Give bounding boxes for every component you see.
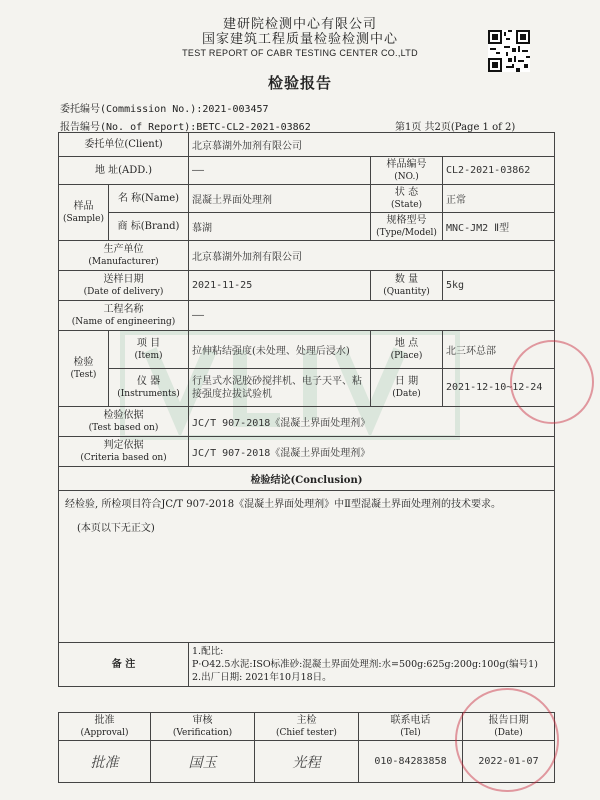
signature-values-row xyxy=(59,741,555,783)
quantity-label xyxy=(371,271,443,301)
conclusion-blank-note: (本页以下无正文) xyxy=(77,523,155,534)
name-value: 混凝土界面处理剂 xyxy=(189,185,371,213)
state-label-cn: 状 态 xyxy=(394,186,419,198)
signature-table xyxy=(58,712,555,783)
verification-signature-text: 国玉 xyxy=(188,754,217,771)
row-criteria xyxy=(59,437,555,467)
signature-labels-row xyxy=(59,713,555,741)
place-label xyxy=(371,331,443,369)
chief-signature-text: 光程 xyxy=(292,754,321,771)
client-label: 委托单位(Client) xyxy=(59,133,189,157)
report-date-value: 2022-01-07 xyxy=(463,741,555,783)
quantity-value: 5kg xyxy=(443,271,555,301)
manufacturer-label-cn: 生产单位 xyxy=(103,243,144,255)
remarks-line2: P·O42.5水泥:ISO标准砂:混凝土界面处理剂:水=500g:625g:200g:100g(编号1) xyxy=(192,659,538,670)
based-label xyxy=(59,407,189,437)
type-label xyxy=(371,213,443,241)
report-date-label-en: (Date) xyxy=(494,727,523,738)
criteria-label-cn: 判定依据 xyxy=(103,439,144,451)
row-manufacturer xyxy=(59,241,555,271)
qr-code-icon xyxy=(488,30,530,72)
engineering-label xyxy=(59,301,189,331)
verification-label xyxy=(151,713,255,741)
center-name: 国家建筑工程质量检验检测中心 xyxy=(201,32,398,47)
address-label: 地 址(ADD.) xyxy=(59,157,189,185)
test-label-cn: 检验 xyxy=(73,356,94,368)
report-number: 报告编号(No. of Report):BETC-CL2-2021-03862 xyxy=(60,122,311,133)
engineering-value: —— xyxy=(189,301,555,331)
address-value: —— xyxy=(189,157,371,185)
delivery-label-en: (Date of delivery) xyxy=(83,286,164,297)
remarks-value xyxy=(189,643,555,687)
tel-value: 010-84283858 xyxy=(359,741,463,783)
place-value: 北三环总部 xyxy=(443,331,555,369)
sample-label-cn: 样品 xyxy=(73,200,94,212)
row-engineering xyxy=(59,301,555,331)
instruments-label-en: (Instruments) xyxy=(117,388,180,399)
verification-signature xyxy=(151,741,255,783)
item-label-cn: 项 目 xyxy=(136,337,161,349)
approval-signature-text: 批准 xyxy=(90,754,119,771)
item-label-en: (Item) xyxy=(134,350,163,361)
row-conclusion-body xyxy=(59,491,555,643)
date-label-cn: 日 期 xyxy=(394,375,419,387)
approval-signature xyxy=(59,741,151,783)
delivery-value: 2021-11-25 xyxy=(189,271,371,301)
item-value: 拉伸粘结强度(未处理、处理后浸水) xyxy=(189,331,371,369)
manufacturer-label xyxy=(59,241,189,271)
date-label xyxy=(371,369,443,407)
verification-label-en: (Verification) xyxy=(172,727,233,738)
row-item xyxy=(59,331,555,369)
based-label-en: (Test based on) xyxy=(88,422,159,433)
row-instruments xyxy=(59,369,555,407)
place-label-cn: 地 点 xyxy=(394,337,419,349)
conclusion-body xyxy=(59,491,555,643)
quantity-label-en: (Quantity) xyxy=(383,286,430,297)
criteria-label xyxy=(59,437,189,467)
instruments-label xyxy=(109,369,189,407)
manufacturer-value: 北京慕湖外加剂有限公司 xyxy=(189,241,555,271)
criteria-label-en: (Criteria based on) xyxy=(80,452,167,463)
test-label xyxy=(59,331,109,407)
approval-label-en: (Approval) xyxy=(80,727,129,738)
sample-no-value: CL2-2021-03862 xyxy=(443,157,555,185)
engineering-label-en: (Name of engineering) xyxy=(71,316,176,327)
brand-label: 商 标(Brand) xyxy=(109,213,189,241)
commission-number: 委托编号(Commission No.):2021-003457 xyxy=(60,104,269,115)
place-label-en: (Place) xyxy=(390,350,423,361)
instruments-value: 行星式水泥胶砂搅拌机、电子天平、粘接强度拉拔试验机 xyxy=(189,369,371,407)
page-number: 第1页 共2页(Page 1 of 2) xyxy=(395,122,516,133)
row-client xyxy=(59,133,555,157)
item-label xyxy=(109,331,189,369)
date-label-en: (Date) xyxy=(392,388,421,399)
conclusion-text: 经检验, 所检项目符合JC/T 907-2018《混凝土界面处理剂》中Ⅱ型混凝土界面处理剂的技术要求。 xyxy=(65,499,501,510)
chief-label-cn: 主检 xyxy=(296,714,317,726)
brand-value: 慕湖 xyxy=(189,213,371,241)
engineering-label-cn: 工程名称 xyxy=(103,303,144,315)
tel-label-cn: 联系电话 xyxy=(390,714,431,726)
tel-label xyxy=(359,713,463,741)
delivery-label-cn: 送样日期 xyxy=(103,273,144,285)
criteria-value: JC/T 907-2018《混凝土界面处理剂》 xyxy=(189,437,555,467)
chief-label-en: (Chief tester) xyxy=(276,727,337,738)
row-name xyxy=(59,185,555,213)
chief-signature xyxy=(255,741,359,783)
conclusion-heading: 检验结论(Conclusion) xyxy=(59,467,555,491)
state-label xyxy=(371,185,443,213)
type-label-en: (Type/Model) xyxy=(376,227,437,238)
based-label-cn: 检验依据 xyxy=(103,409,144,421)
delivery-label xyxy=(59,271,189,301)
state-value: 正常 xyxy=(443,185,555,213)
chief-label xyxy=(255,713,359,741)
sample-label-en: (Sample) xyxy=(62,213,105,224)
report-date-label-cn: 报告日期 xyxy=(488,714,529,726)
sample-no-label-en: (NO.) xyxy=(394,171,419,182)
org-name: 建研院检测中心有限公司 xyxy=(222,17,377,32)
report-date-label xyxy=(463,713,555,741)
type-value: MNC-JM2 Ⅱ型 xyxy=(443,213,555,241)
based-value: JC/T 907-2018《混凝土界面处理剂》 xyxy=(189,407,555,437)
approval-label xyxy=(59,713,151,741)
row-based xyxy=(59,407,555,437)
sample-label xyxy=(59,185,109,241)
row-conclusion-head xyxy=(59,467,555,491)
instruments-label-cn: 仪 器 xyxy=(136,375,161,387)
quantity-label-cn: 数 量 xyxy=(394,273,419,285)
row-remarks xyxy=(59,643,555,687)
page-title: 检验报告 xyxy=(267,74,332,92)
test-label-en: (Test) xyxy=(70,369,97,380)
sample-no-label xyxy=(371,157,443,185)
name-label: 名 称(Name) xyxy=(109,185,189,213)
state-label-en: (State) xyxy=(390,199,423,210)
manufacturer-label-en: (Manufacturer) xyxy=(88,256,159,267)
remarks-line1: 1.配比: xyxy=(192,646,224,657)
row-address xyxy=(59,157,555,185)
type-label-cn: 规格型号 xyxy=(386,214,427,226)
client-value: 北京慕湖外加剂有限公司 xyxy=(189,133,555,157)
report-table xyxy=(58,132,555,687)
remarks-line3: 2.出厂日期: 2021年10月18日。 xyxy=(192,672,332,683)
tel-label-en: (Tel) xyxy=(400,727,421,738)
remarks-label: 备 注 xyxy=(59,643,189,687)
date-value: 2021-12-10~12-24 xyxy=(443,369,555,407)
report-english-title: TEST REPORT OF CABR TESTING CENTER CO.,LTD xyxy=(182,48,418,58)
verification-label-cn: 审核 xyxy=(192,714,213,726)
row-delivery xyxy=(59,271,555,301)
approval-label-cn: 批准 xyxy=(94,714,115,726)
sample-no-label-cn: 样品编号 xyxy=(386,158,427,170)
row-brand xyxy=(59,213,555,241)
